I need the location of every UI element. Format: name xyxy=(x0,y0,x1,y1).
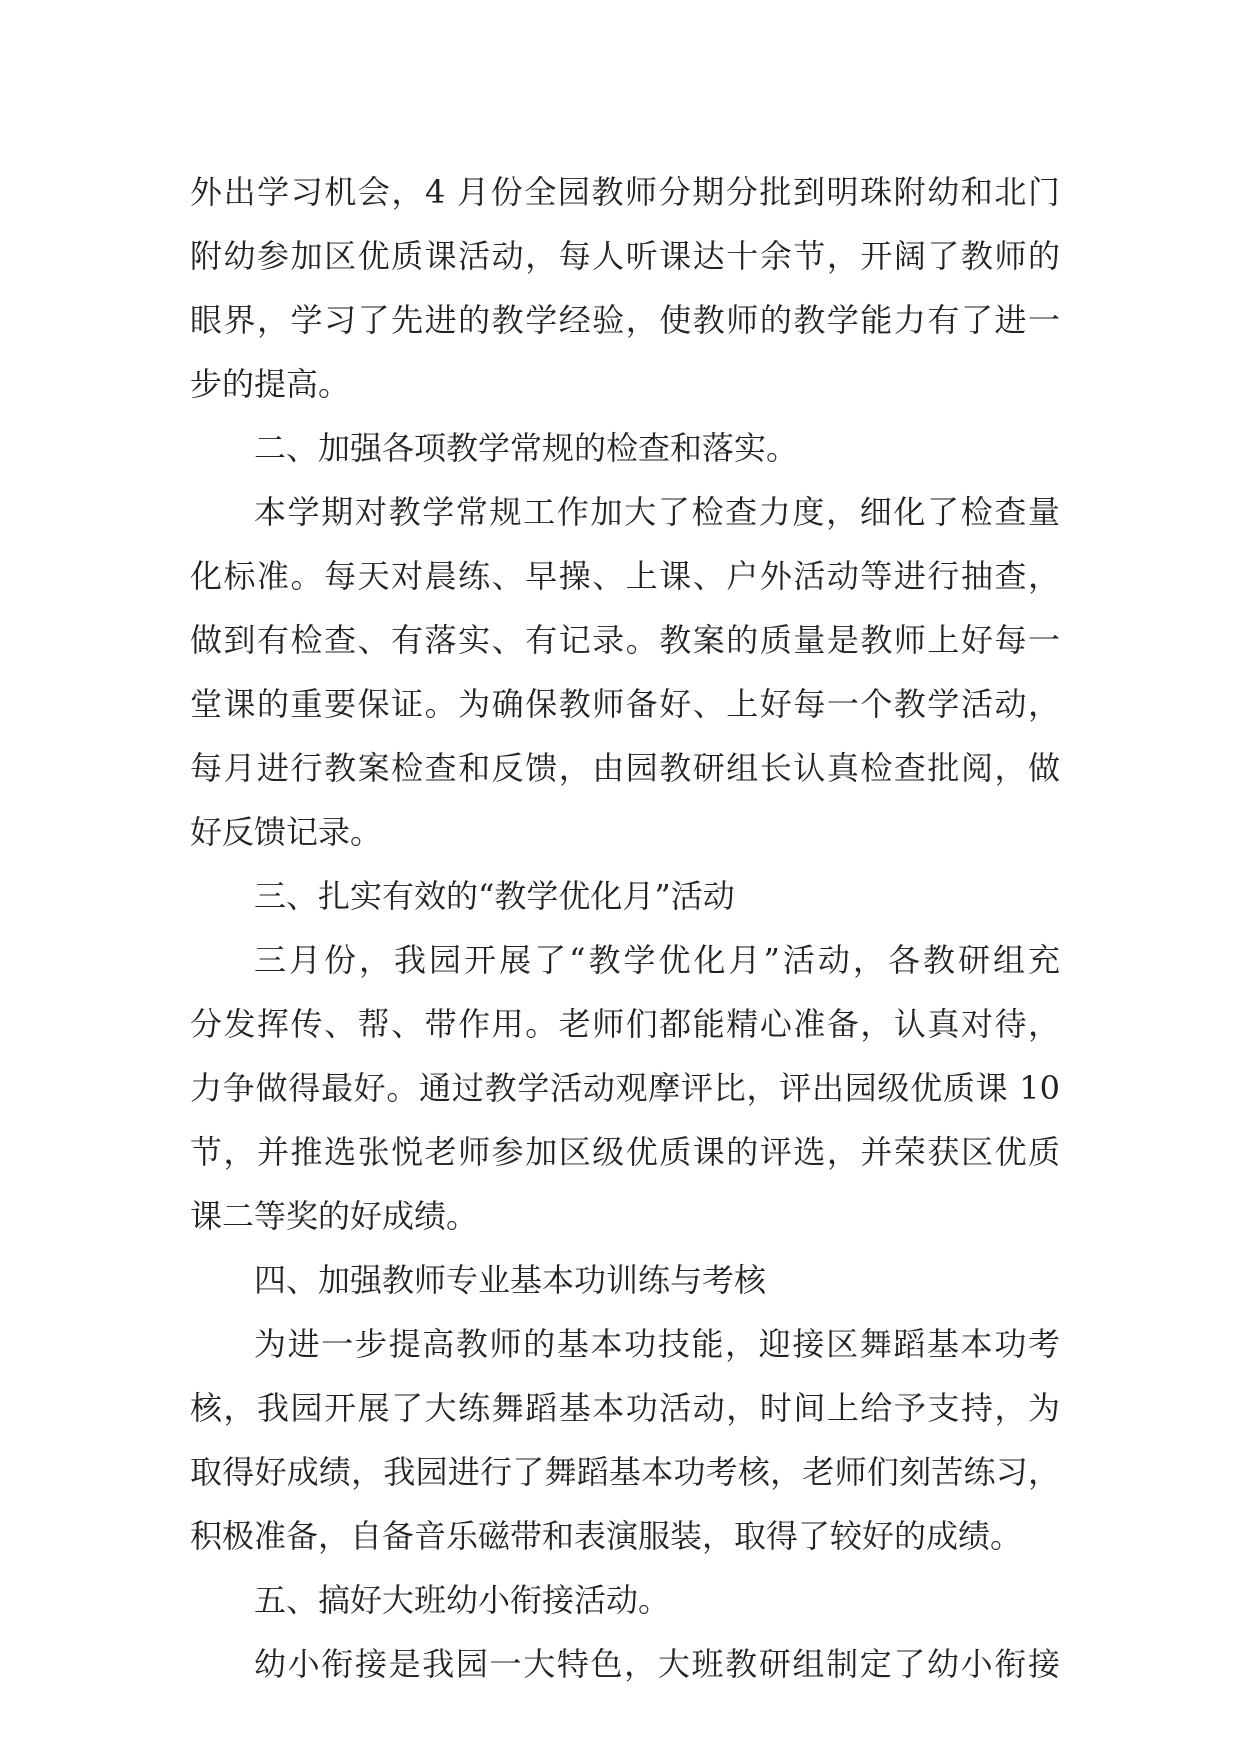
section-heading-2: 二、加强各项教学常规的检查和落实。 xyxy=(254,429,799,467)
text-line: 堂课的重要保证。为确保教师备好、上好每一个教学活动， xyxy=(190,685,1060,723)
text-line: 取得好成绩，我园进行了舞蹈基本功考核，老师们刻苦练习， xyxy=(190,1453,1060,1491)
text-line: 课二等奖的好成绩。 xyxy=(190,1197,479,1235)
text-line: 分发挥传、帮、带作用。老师们都能精心准备，认真对待， xyxy=(190,1005,1060,1043)
text-line: 核，我园开展了大练舞蹈基本功活动，时间上给予支持，为 xyxy=(190,1389,1060,1427)
section-heading-5: 五、搞好大班幼小衔接活动。 xyxy=(254,1581,671,1619)
text-line: 节，并推选张悦老师参加区级优质课的评选，并荣获区优质 xyxy=(190,1133,1060,1171)
text-line: 外出学习机会，4 月份全园教师分期分批到明珠附幼和北门 xyxy=(190,173,1060,211)
section-heading-3: 三、扎实有效的“教学优化月”活动 xyxy=(254,877,735,915)
text-line: 为进一步提高教师的基本功技能，迎接区舞蹈基本功考 xyxy=(254,1325,1060,1363)
text-line: 力争做得最好。通过教学活动观摩评比，评出园级优质课 10 xyxy=(190,1069,1060,1107)
text-line: 本学期对教学常规工作加大了检查力度，细化了检查量 xyxy=(254,493,1060,531)
text-line: 幼小衔接是我园一大特色，大班教研组制定了幼小衔接 xyxy=(254,1645,1060,1683)
text-line: 积极准备，自备音乐磁带和表演服装，取得了较好的成绩。 xyxy=(190,1517,1023,1555)
text-line: 化标准。每天对晨练、早操、上课、户外活动等进行抽查， xyxy=(190,557,1060,595)
section-heading-4: 四、加强教师专业基本功训练与考核 xyxy=(254,1261,767,1299)
text-line: 眼界，学习了先进的教学经验，使教师的教学能力有了进一 xyxy=(190,301,1060,339)
text-line: 三月份，我园开展了“教学优化月”活动，各教研组充 xyxy=(254,941,1060,979)
body-text xyxy=(190,160,1060,1696)
text-line: 附幼参加区优质课活动，每人听课达十余节，开阔了教师的 xyxy=(190,237,1060,275)
text-line: 步的提高。 xyxy=(190,365,351,403)
text-line: 做到有检查、有落实、有记录。教案的质量是教师上好每一 xyxy=(190,621,1060,659)
text-line: 每月进行教案检查和反馈，由园教研组长认真检查批阅，做 xyxy=(190,749,1060,787)
text-line: 好反馈记录。 xyxy=(190,813,383,851)
